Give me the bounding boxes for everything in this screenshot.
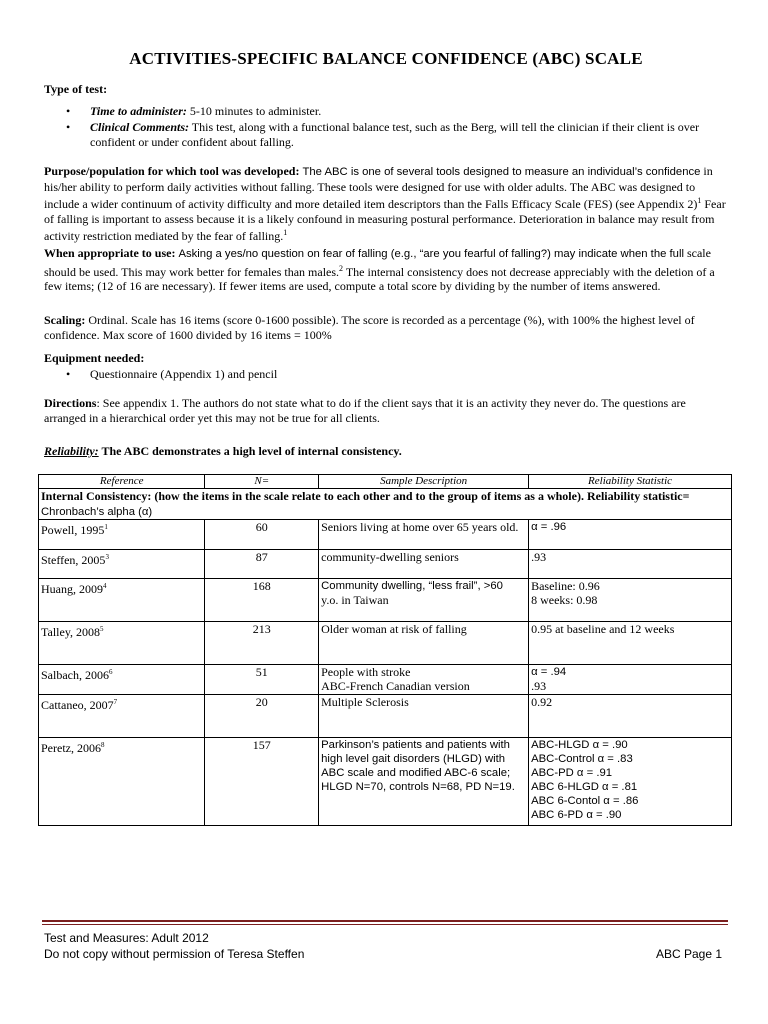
cell-reference: Salbach, 2006$^6$ (39, 665, 205, 695)
header-reliability-statistic: Reliability Statistic (529, 475, 732, 489)
cell-reliability-statistic (529, 695, 732, 738)
statistic-line: ABC 6-PD α = .90 (531, 809, 622, 821)
purpose-heading: Purpose/population for which tool was developed: (44, 164, 300, 178)
table-row (39, 738, 732, 826)
header-reference: Reference (39, 475, 205, 489)
description-line: People with stroke (321, 665, 411, 679)
cell-n: 51 (205, 665, 319, 695)
cell-sample-description (319, 520, 529, 550)
bullet-dot: • (66, 104, 71, 118)
table-row (39, 550, 732, 579)
statistic-line: ABC-Control α = .83 (531, 753, 633, 765)
bullet-text: 5-10 minutes to administer. (186, 104, 322, 118)
purpose-paragraph: Purpose/population for which tool was developed: The ABC is one of several tools designed to measure an individual’s confidence in his/her ability to perform daily activities without falling. These tools were designed for use with older adults. The ABC was designed to include a wider continuum of activity difficulty and more detailed item descriptors than the Falls Efficacy Scale (FES) (see Appendix 2)$^1$ Fear of falling is important to assess because it is a likely confound in measuring postural performance. Deterioration in balance may result from activity restriction mediated by the fear of falling.$^1$ (44, 164, 726, 243)
statistic-line: α = .96 (531, 521, 567, 533)
cell-n: 168 (205, 579, 319, 622)
header-sample-description: Sample Description (319, 475, 529, 489)
scaling-heading: Scaling: (44, 313, 86, 327)
cell-sample-description (319, 665, 529, 695)
cell-sample-description (319, 550, 529, 579)
cell-sample-description (319, 579, 529, 622)
scaling-body: Ordinal. Scale has 16 items (score 0-1600 possible). The score is recorded as a percentage (%), with 100% the highest level of confidence. Max score of 1600 divided by 16 items = 100% (44, 313, 695, 342)
cell-reference: Huang, 2009$^4$ (39, 579, 205, 622)
bullet-dot: • (66, 367, 71, 381)
footer-rule (42, 920, 728, 922)
directions-heading: Directions (44, 396, 97, 410)
cell-reference: Cattaneo, 2007$^7$ (39, 695, 205, 738)
cell-reliability-statistic (529, 550, 732, 579)
bullet-label: Clinical Comments: (90, 120, 190, 134)
table-row (39, 520, 732, 550)
directions-body: : See appendix 1. The authors do not state what to do if the client says that it is an activity they never do. The questions are arranged in a hierarchical order yet this may not be true for all clients. (44, 396, 686, 425)
footer-line-1: Test and Measures: Adult 2012 (44, 931, 209, 945)
reliability-heading: Reliability: The ABC demonstrates a high level of internal consistency. (44, 444, 402, 458)
when-lead: Asking a yes/no question on fear of falling (e.g., “are you fearful of falling?) may indicate when the full (178, 248, 684, 260)
statistic-line: Baseline: 0.96 (531, 579, 600, 593)
cell-n: 157 (205, 738, 319, 826)
description-line: y.o. in Taiwan (321, 593, 389, 607)
cell-sample-description (319, 622, 529, 665)
table-section-row (39, 489, 732, 520)
cell-n: 213 (205, 622, 319, 665)
description-line: Older woman at risk of falling (321, 622, 467, 636)
statistic-line: .93 (531, 550, 547, 564)
purpose-lead: The ABC is one of several tools designed to measure an individual’s confidence (302, 166, 701, 178)
description-line: Multiple Sclerosis (321, 695, 409, 709)
cell-reliability-statistic (529, 520, 732, 550)
cell-sample-description (319, 695, 529, 738)
description-line: Seniors living at home over 65 years old. (321, 520, 519, 534)
cell-reliability-statistic (529, 738, 732, 826)
statistic-line: 8 weeks: 0.98 (531, 593, 598, 607)
cell-reliability-statistic (529, 665, 732, 695)
statistic-line: ABC 6-Contol α = .86 (531, 795, 639, 807)
header-n: N= (205, 475, 319, 489)
when-paragraph: When appropriate to use: Asking a yes/no question on fear of falling (e.g., “are you fearful of falling?) may indicate when the full scale should be used. This may work better for females than males.$^2$ The internal consistency does not decrease appreciably with the deletion of a few items; (12 of 16 are necessary). If fewer items are used, compute a total score by dividing by the number of items answered. (44, 246, 715, 293)
when-body: scale should be used. This may work better for females than males. (44, 246, 711, 279)
footer-line-2: Do not copy without permission of Teresa Steffen (44, 947, 305, 961)
type-of-test-heading: Type of test: (44, 82, 108, 96)
statistic-line: .93 (531, 679, 547, 693)
table-header-row (39, 475, 732, 489)
statistic-line: 0.92 (531, 695, 553, 709)
description-line: community-dwelling seniors (321, 550, 459, 564)
statistic-line: ABC-PD α = .91 (531, 767, 613, 779)
statistic-line: 0.95 at baseline and 12 weeks (531, 622, 675, 636)
cell-reference: Powell, 1995$^1$ (39, 520, 205, 550)
cell-reference: Steffen, 2005$^3$ (39, 550, 205, 579)
cell-sample-description (319, 738, 529, 826)
bullet-text: This test, along with a functional balance test, such as the Berg, will tell the clinician if their client is over confident or under confident about falling. (90, 120, 700, 149)
footer-page-number: ABC Page 1 (655, 947, 722, 961)
statistic-line: α = .94 (531, 666, 567, 678)
table-row (39, 665, 732, 695)
description-line: Community dwelling, “less frail”, >60 (321, 580, 503, 592)
cell-n: 20 (205, 695, 319, 738)
reliability-table (38, 474, 732, 826)
document-title: ACTIVITIES-SPECIFIC BALANCE CONFIDENCE (ABC) SCALE (129, 49, 643, 68)
equipment-heading: Equipment needed: (44, 351, 145, 365)
cell-reference: Peretz, 2006$^8$ (39, 738, 205, 826)
cell-reliability-statistic (529, 622, 732, 665)
cell-n: 60 (205, 520, 319, 550)
directions-paragraph (44, 396, 728, 425)
table-row (39, 695, 732, 738)
description-line: ABC-French Canadian version (321, 679, 470, 693)
statistic-line: ABC 6-HLGD α = .81 (531, 781, 638, 793)
purpose-body: in his/her ability to perform daily activities without falling. These tools were designed for use with older adults. The ABC was designed to include a wider continuum of activity difficulty and more detailed item descriptors than the Falls Efficacy Scale (FES) (see Appendix 2) (44, 164, 713, 211)
scaling-paragraph (44, 313, 728, 342)
cell-reference: Talley, 2008$^5$ (39, 622, 205, 665)
when-heading: When appropriate to use: (44, 246, 176, 260)
table-row (39, 579, 732, 622)
description-line: Parkinson’s patients and patients with high level gait disorders (HLGD) with ABC scale and modified ABC-6 scale; HLGD N=70, controls N=68, PD N=19. (321, 739, 515, 793)
table-row (39, 622, 732, 665)
bullet-dot: • (66, 120, 71, 134)
bullet-label: Time to administer: (90, 104, 187, 118)
cell-n: 87 (205, 550, 319, 579)
cell-reliability-statistic (529, 579, 732, 622)
statistic-line: ABC-HLGD α = .90 (531, 739, 628, 751)
internal-consistency-title: Internal Consistency: (how the items in the scale relate to each other and to the group of items as a whole). Reliability statistic= Chronbach’s alpha (α) (39, 489, 732, 520)
footer-rule-thin (42, 924, 728, 925)
